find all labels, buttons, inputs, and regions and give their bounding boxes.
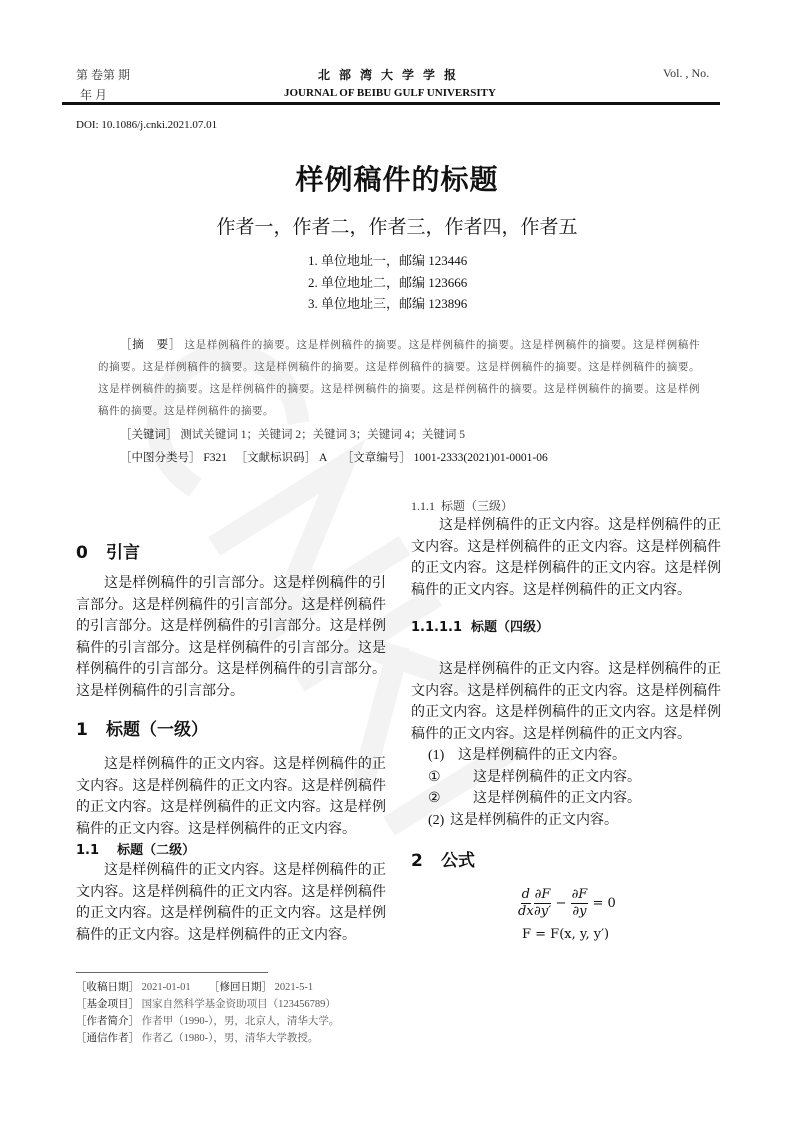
front-matter: [98, 333, 700, 469]
footnote-fund: [76, 996, 339, 1013]
journal-title-cn: 北部湾大学学报: [318, 68, 466, 82]
section-heading: [76, 541, 386, 565]
list-marker: ②: [428, 791, 441, 806]
section-title: 公式: [441, 851, 475, 871]
affiliation: 2. 单位地址二，邮编 123666: [308, 274, 468, 290]
level4-heading: 1.1.1.1 标题（四级）: [411, 620, 550, 635]
list-item: [411, 788, 721, 810]
footnote-dates: [76, 979, 339, 996]
volume-number: Vol. , No.: [663, 66, 710, 80]
issue-line-1: 第 卷第 期: [76, 68, 131, 82]
formula: [500, 887, 616, 944]
subsubsection-heading: 1.1.1 标题（三级）: [411, 499, 514, 513]
corresponding-text: 作者乙（1980-），男，清华大学教授。: [141, 1033, 319, 1044]
abstract-text: 这是样例稿件的摘要。这是样例稿件的摘要。这是样例稿件的摘要。这是样例稿件的摘要。这是样例稿件的摘要。这是样例稿件的摘要。这是样例稿件的摘要。这是样例稿件的摘要。这是样例稿件的摘要。这是样例稿件的摘要。这是样例稿件的摘要。这是样例稿件的摘要。这是样例稿件的摘要。这是样例稿件的摘要。这是样例稿件的摘要。这是样例稿件的摘要。这是样例稿件的摘要。: [98, 340, 701, 417]
footnote-corr: [76, 1030, 339, 1047]
journal-title-en: JOURNAL OF BEIBU GULF UNIVERSITY: [284, 87, 496, 99]
received-date: 2021-01-01: [141, 982, 191, 993]
clc-label: ［中图分类号］: [120, 450, 201, 464]
section-heading: [411, 849, 721, 873]
clc-value: F321: [203, 452, 228, 464]
subsection-heading: 1.1 标题（二级）: [76, 843, 196, 858]
list-text: 这是样例稿件的正文内容。: [473, 769, 641, 785]
keywords-label: ［关键词］: [120, 427, 178, 441]
abstract-label: ［摘 要］: [120, 337, 182, 351]
affiliation: 1. 单位地址一，邮编 123446: [308, 253, 468, 268]
doc-code-label: ［文献标识码］: [235, 450, 317, 464]
list-item: [411, 745, 721, 767]
bio-text: 作者甲（1990-），男，北京人，清华大学。: [141, 1016, 340, 1027]
article-number-label: ［文章编号］: [341, 450, 411, 464]
list-marker: (2): [428, 812, 445, 828]
keywords: [98, 423, 700, 446]
paragraph: 这是样例稿件的正文内容。这是样例稿件的正文内容。这是样例稿件的正文内容。这是样例稿件的正文内容。这是样例稿件的正文内容。这是样例稿件的正文内容。这是样例稿件的正文内容。: [76, 757, 386, 837]
list: [411, 745, 721, 831]
authors: 作者一，作者二，作者三，作者四，作者五: [216, 216, 578, 238]
abstract: [98, 333, 700, 423]
footnote-rule: [76, 972, 268, 973]
list-marker: (1): [428, 748, 445, 763]
formula-line-1: $\frac{d}{dx}$ $\frac{\partial F}{\partial y'}$ − $\frac{\partial F}{\partial y}$ = 0: [518, 887, 616, 919]
classification: [98, 446, 700, 469]
section-number: 0: [76, 543, 88, 563]
list-item: [411, 767, 721, 789]
section-heading: [76, 718, 386, 742]
list-text: 这是样例稿件的正文内容。: [450, 812, 618, 828]
list-text: 这是样例稿件的正文内容。: [473, 791, 641, 806]
list-item: [411, 810, 721, 832]
paragraph: 这是样例稿件的正文内容。这是样例稿件的正文内容。这是样例稿件的正文内容。这是样例稿件的正文内容。这是样例稿件的正文内容。这是样例稿件的正文内容。这是样例稿件的正文内容。: [411, 662, 721, 742]
footnote-bio: [76, 1013, 339, 1030]
fund-text: 国家自然科学基金资助项目（123456789）: [141, 999, 336, 1010]
keywords-text: 测试关键词 1；关键词 2；关键词 3；关键词 4；关键词 5: [180, 429, 465, 441]
fund-label: ［基金项目］: [76, 998, 139, 1010]
revised-label: ［修回日期］: [209, 981, 272, 993]
paper-title: 样例稿件的标题: [295, 163, 499, 196]
doi: DOI: 10.1086/j.cnki.2021.07.01: [76, 119, 218, 131]
section-number: 2: [411, 851, 423, 871]
paragraph: 这是样例稿件的正文内容。这是样例稿件的正文内容。这是样例稿件的正文内容。这是样例稿件的正文内容。这是样例稿件的正文内容。这是样例稿件的正文内容。这是样例稿件的正文内容。: [76, 863, 386, 943]
affiliation: 3. 单位地址三，邮编 123896: [308, 296, 468, 311]
paragraph: 这是样例稿件的正文内容。这是样例稿件的正文内容。这是样例稿件的正文内容。这是样例稿件的正文内容。这是样例稿件的正文内容。这是样例稿件的正文内容。这是样例稿件的正文内容。: [411, 518, 721, 598]
section-title: 标题（一级）: [106, 720, 208, 740]
bio-label: ［作者简介］: [76, 1015, 139, 1027]
section-number: 1: [76, 720, 88, 740]
received-label: ［收稿日期］: [76, 981, 139, 993]
article-number-value: 1001-2333(2021)01-0001-06: [413, 452, 548, 464]
right-column: [411, 498, 721, 944]
left-column: [76, 541, 386, 946]
list-text: 这是样例稿件的正文内容。: [458, 748, 626, 763]
formula-line-2: F = F(x, y, y′): [522, 927, 610, 942]
section-title: 引言: [106, 543, 140, 563]
revised-date: 2021-5-1: [274, 982, 314, 993]
doc-code-value: A: [319, 452, 328, 464]
header-rule: [62, 102, 720, 105]
affiliations: [308, 250, 467, 315]
footnotes: [76, 979, 339, 1047]
corresponding-label: ［通信作者］: [76, 1032, 139, 1044]
paragraph: 这是样例稿件的引言部分。这是样例稿件的引言部分。这是样例稿件的引言部分。这是样例稿件的引言部分。这是样例稿件的引言部分。这是样例稿件的引言部分。这是样例稿件的引言部分。这是样例稿件的引言部分。这是样例稿件的引言部分。这是样例稿件的引言部分。: [76, 576, 386, 699]
list-marker: ①: [428, 769, 441, 785]
issue-line-2: 年 月: [80, 88, 108, 102]
